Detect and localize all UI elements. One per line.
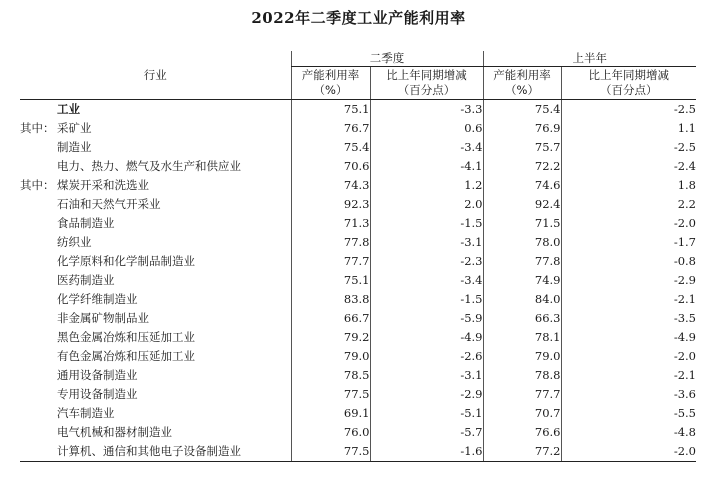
industry-cell xyxy=(20,442,291,462)
change-header-line2: （百分点） xyxy=(600,83,658,97)
q2-rate-header xyxy=(291,67,370,100)
table-row xyxy=(20,119,696,138)
q2-change-cell: 0.6 xyxy=(370,119,483,138)
table-row xyxy=(20,309,696,328)
industry-name: 制造业 xyxy=(57,140,92,154)
q2-rate-cell: 75.4 xyxy=(291,138,370,157)
industry-cell xyxy=(20,157,291,176)
industry-name: 采矿业 xyxy=(57,121,92,135)
q2-change-cell: -1.5 xyxy=(370,290,483,309)
industry-name: 计算机、通信和其他电子设备制造业 xyxy=(57,444,241,458)
industry-name: 食品制造业 xyxy=(57,216,115,230)
industry-name: 工业 xyxy=(57,102,80,116)
table-row xyxy=(20,138,696,157)
q2-rate-cell: 78.5 xyxy=(291,366,370,385)
industry-name: 电力、热力、燃气及水生产和供应业 xyxy=(57,159,241,173)
rate-header-line1: 产能利用率 xyxy=(301,68,360,82)
h1-rate-cell: 77.2 xyxy=(483,442,561,462)
q2-rate-cell: 70.6 xyxy=(291,157,370,176)
change-header-line1: 比上年同期增减 xyxy=(588,68,669,82)
h1-change-cell: -2.1 xyxy=(561,366,696,385)
h1-rate-cell: 79.0 xyxy=(483,347,561,366)
table-row xyxy=(20,366,696,385)
industry-cell xyxy=(20,100,291,120)
q2-change-cell: -4.1 xyxy=(370,157,483,176)
h1-rate-cell: 75.7 xyxy=(483,138,561,157)
h1-change-cell: -1.7 xyxy=(561,233,696,252)
q2-rate-cell: 66.7 xyxy=(291,309,370,328)
q2-change-cell: -1.5 xyxy=(370,214,483,233)
industry-name: 通用设备制造业 xyxy=(57,368,138,382)
industry-name: 化学纤维制造业 xyxy=(57,292,138,306)
q2-change-cell: -3.4 xyxy=(370,271,483,290)
q2-change-cell: 2.0 xyxy=(370,195,483,214)
industry-column-header: 行业 xyxy=(20,51,291,100)
h1-rate-cell: 66.3 xyxy=(483,309,561,328)
q2-change-cell: -1.6 xyxy=(370,442,483,462)
h1-change-cell: -4.8 xyxy=(561,423,696,442)
q2-group-header: 二季度 xyxy=(291,51,483,67)
q2-rate-cell: 77.5 xyxy=(291,442,370,462)
q2-change-cell: -2.6 xyxy=(370,347,483,366)
industry-name: 石油和天然气开采业 xyxy=(57,197,161,211)
q2-change-cell: -5.1 xyxy=(370,404,483,423)
q2-rate-cell: 77.7 xyxy=(291,252,370,271)
capacity-utilization-table xyxy=(20,51,696,462)
table-row xyxy=(20,442,696,462)
h1-rate-cell: 78.8 xyxy=(483,366,561,385)
h1-group-header: 上半年 xyxy=(483,51,696,67)
h1-change-cell: -2.5 xyxy=(561,100,696,120)
q2-rate-cell: 71.3 xyxy=(291,214,370,233)
h1-change-cell: -2.5 xyxy=(561,138,696,157)
industry-cell xyxy=(20,138,291,157)
h1-change-cell: -3.6 xyxy=(561,385,696,404)
q2-change-cell: -5.9 xyxy=(370,309,483,328)
rate-header-line2: （%） xyxy=(313,83,348,97)
industry-cell xyxy=(20,347,291,366)
h1-change-cell: -2.0 xyxy=(561,347,696,366)
q2-change-cell: -2.3 xyxy=(370,252,483,271)
h1-rate-cell: 70.7 xyxy=(483,404,561,423)
industry-cell xyxy=(20,385,291,404)
q2-change-cell: -3.1 xyxy=(370,233,483,252)
industry-name: 有色金属冶炼和压延加工业 xyxy=(57,349,195,363)
rate-header-line2: （%） xyxy=(505,83,539,97)
q2-rate-cell: 92.3 xyxy=(291,195,370,214)
industry-name: 纺织业 xyxy=(57,235,92,249)
h1-rate-cell: 72.2 xyxy=(483,157,561,176)
h1-change-cell: -3.5 xyxy=(561,309,696,328)
table-row xyxy=(20,290,696,309)
industry-cell xyxy=(20,309,291,328)
h1-rate-cell: 92.4 xyxy=(483,195,561,214)
table-row xyxy=(20,252,696,271)
h1-change-cell: -0.8 xyxy=(561,252,696,271)
h1-change-cell: -2.9 xyxy=(561,271,696,290)
industry-name: 黑色金属冶炼和压延加工业 xyxy=(57,330,195,344)
row-prefix: 其中： xyxy=(20,178,55,192)
industry-cell xyxy=(20,119,291,138)
industry-cell xyxy=(20,423,291,442)
table-row xyxy=(20,195,696,214)
table-row xyxy=(20,214,696,233)
industry-cell xyxy=(20,271,291,290)
table-row xyxy=(20,404,696,423)
industry-name: 非金属矿物制品业 xyxy=(57,311,149,325)
h1-change-cell: -4.9 xyxy=(561,328,696,347)
table-row xyxy=(20,328,696,347)
industry-cell xyxy=(20,252,291,271)
h1-change-cell: 1.1 xyxy=(561,119,696,138)
page-title: 2022年二季度工业产能利用率 xyxy=(251,9,466,27)
h1-change-header xyxy=(561,67,696,100)
table-row xyxy=(20,423,696,442)
h1-rate-cell: 84.0 xyxy=(483,290,561,309)
h1-rate-cell: 78.1 xyxy=(483,328,561,347)
q2-rate-cell: 76.7 xyxy=(291,119,370,138)
change-header-line2: （百分点） xyxy=(397,83,456,97)
table-body xyxy=(20,100,696,462)
q2-rate-cell: 69.1 xyxy=(291,404,370,423)
table-row xyxy=(20,385,696,404)
q2-change-cell: 1.2 xyxy=(370,176,483,195)
industry-cell xyxy=(20,404,291,423)
q2-rate-cell: 75.1 xyxy=(291,100,370,120)
industry-name: 电气机械和器材制造业 xyxy=(57,425,172,439)
q2-change-cell: -3.4 xyxy=(370,138,483,157)
q2-rate-cell: 77.5 xyxy=(291,385,370,404)
industry-name: 化学原料和化学制品制造业 xyxy=(57,254,195,268)
rate-header-line1: 产能利用率 xyxy=(493,68,551,82)
industry-cell xyxy=(20,176,291,195)
h1-change-cell: -2.4 xyxy=(561,157,696,176)
q2-change-header xyxy=(370,67,483,100)
row-prefix: 其中： xyxy=(20,121,55,135)
h1-rate-cell: 77.8 xyxy=(483,252,561,271)
q2-rate-cell: 79.0 xyxy=(291,347,370,366)
industry-cell xyxy=(20,328,291,347)
industry-name: 医药制造业 xyxy=(57,273,115,287)
h1-change-cell: -5.5 xyxy=(561,404,696,423)
q2-rate-cell: 75.1 xyxy=(291,271,370,290)
h1-rate-cell: 77.7 xyxy=(483,385,561,404)
industry-name: 汽车制造业 xyxy=(57,406,115,420)
q2-rate-cell: 76.0 xyxy=(291,423,370,442)
h1-change-cell: -2.1 xyxy=(561,290,696,309)
industry-name: 专用设备制造业 xyxy=(57,387,138,401)
table-row xyxy=(20,271,696,290)
table-row xyxy=(20,157,696,176)
h1-change-cell: 1.8 xyxy=(561,176,696,195)
industry-cell xyxy=(20,366,291,385)
table-row xyxy=(20,176,696,195)
h1-rate-cell: 75.4 xyxy=(483,100,561,120)
h1-rate-cell: 74.6 xyxy=(483,176,561,195)
h1-rate-cell: 78.0 xyxy=(483,233,561,252)
q2-rate-cell: 83.8 xyxy=(291,290,370,309)
q2-change-cell: -5.7 xyxy=(370,423,483,442)
q2-change-cell: -4.9 xyxy=(370,328,483,347)
table-row xyxy=(20,100,696,120)
q2-change-cell: -3.3 xyxy=(370,100,483,120)
table-header xyxy=(20,51,696,100)
table-row xyxy=(20,233,696,252)
h1-change-cell: 2.2 xyxy=(561,195,696,214)
h1-rate-cell: 71.5 xyxy=(483,214,561,233)
industry-cell xyxy=(20,195,291,214)
h1-rate-cell: 76.9 xyxy=(483,119,561,138)
change-header-line1: 比上年同期增减 xyxy=(386,68,467,82)
industry-cell xyxy=(20,214,291,233)
h1-change-cell: -2.0 xyxy=(561,214,696,233)
table-row xyxy=(20,347,696,366)
industry-cell xyxy=(20,233,291,252)
q2-rate-cell: 74.3 xyxy=(291,176,370,195)
q2-change-cell: -2.9 xyxy=(370,385,483,404)
h1-rate-cell: 74.9 xyxy=(483,271,561,290)
h1-change-cell: -2.0 xyxy=(561,442,696,462)
h1-rate-header xyxy=(483,67,561,100)
industry-cell xyxy=(20,290,291,309)
q2-rate-cell: 77.8 xyxy=(291,233,370,252)
q2-rate-cell: 79.2 xyxy=(291,328,370,347)
h1-rate-cell: 76.6 xyxy=(483,423,561,442)
q2-change-cell: -3.1 xyxy=(370,366,483,385)
industry-name: 煤炭开采和洗选业 xyxy=(57,178,149,192)
